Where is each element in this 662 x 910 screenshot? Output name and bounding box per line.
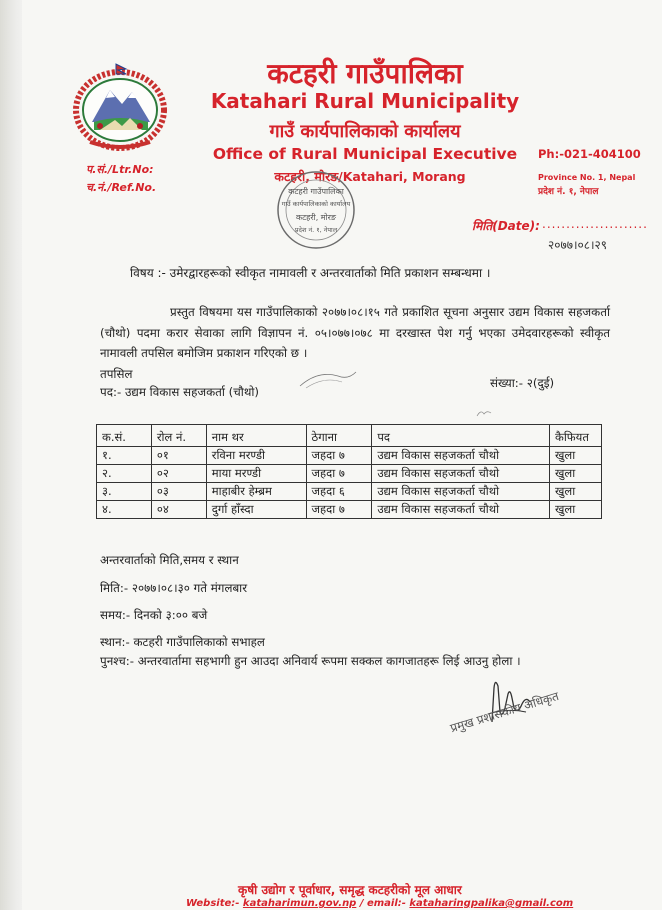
footer-contact-line	[186, 898, 573, 909]
pen-mark	[298, 366, 358, 390]
tapsil-heading: तपसिल	[100, 367, 133, 381]
email-link[interactable]: kataharingpalika@gmail.com	[409, 898, 574, 909]
cell-serial: ३.	[97, 483, 152, 501]
cell-remarks: खुला	[550, 501, 602, 519]
nepal-emblem-icon	[70, 60, 170, 152]
footer-slogan: कृषी उद्योग र पूर्वाधार, समृद्ध कटहरीको मूल आधार	[238, 883, 462, 897]
cell-post: उद्यम विकास सहजकर्ता चौथो	[372, 483, 550, 501]
interview-place: स्थान:- कटहरी गाउँपालिकाको सभाहल	[100, 635, 265, 649]
office-address: कटहरी, मोरङ/Katahari, Morang	[274, 169, 466, 184]
header-name: नाम थर	[206, 425, 306, 447]
cell-remarks: खुला	[550, 465, 602, 483]
email-label: / email:-	[359, 898, 406, 909]
cell-name: दुर्गा हाँस्दा	[206, 501, 306, 519]
cell-address: जहदा ७	[306, 501, 372, 519]
cell-serial: १.	[97, 447, 152, 465]
municipality-name-nepali: कटहरी गाउँपालिका	[267, 57, 463, 90]
cell-name: माहाबीर हेम्ब्रम	[206, 483, 306, 501]
cell-name: माया मरण्डी	[206, 465, 306, 483]
stamp-line-3: कटहरी, मोरङ	[295, 213, 337, 222]
letter-number-label: प.सं./Ltr.No:	[86, 163, 154, 176]
post-title: पद:- उद्यम विकास सहजकर्ता (चौथो)	[100, 385, 260, 399]
cell-roll: ०३	[151, 483, 206, 501]
interview-time: समय:- दिनको ३:०० बजे	[100, 608, 208, 622]
website-label: Website:-	[186, 898, 240, 909]
cell-remarks: खुला	[550, 483, 602, 501]
interview-date: मिति:- २०७७।०८।३० गते मंगलबार	[100, 581, 248, 595]
table-row	[97, 501, 602, 519]
office-stamp	[274, 168, 358, 252]
province-english: Province No. 1, Nepal	[538, 173, 636, 182]
header-post: पद	[372, 425, 550, 447]
table-header-row	[97, 425, 602, 447]
province-nepali: प्रदेश नं. १, नेपाल	[538, 187, 599, 197]
cell-address: जहदा ६	[306, 483, 372, 501]
cell-name: रविना मरण्डी	[206, 447, 306, 465]
cell-roll: ०४	[151, 501, 206, 519]
cell-post: उद्यम विकास सहजकर्ता चौथो	[372, 465, 550, 483]
postscript-note: पुनश्च:- अन्तरवार्तामा सहभागी हुन आउदा अनिवार्य रूपमा सक्कल कागजातहरू लिई आउनु होला ।	[100, 654, 521, 668]
municipality-name-english: Katahari Rural Municipality	[210, 89, 520, 113]
cell-remarks: खुला	[550, 447, 602, 465]
cell-post: उद्यम विकास सहजकर्ता चौथो	[372, 501, 550, 519]
pen-mark	[476, 408, 492, 418]
date-value: २०७७।०८।२९	[548, 238, 608, 252]
table-row	[97, 465, 602, 483]
table-row	[97, 483, 602, 501]
cell-roll: ०१	[151, 447, 206, 465]
cell-address: जहदा ७	[306, 447, 372, 465]
website-link[interactable]: kataharimun.gov.np	[242, 898, 357, 909]
cell-post: उद्यम विकास सहजकर्ता चौथो	[372, 447, 550, 465]
date-dotted-line: ......................	[542, 217, 648, 231]
stamp-line-1: कटहरी गाउँपालिका	[288, 187, 344, 196]
cell-serial: २.	[97, 465, 152, 483]
header-remarks: कैफियत	[550, 425, 602, 447]
letter-subject: विषय :- उमेरद्वारहरूको स्वीकृत नामावली र अन्तरवार्ताको मिति प्रकाशन सम्बन्धमा ।	[130, 266, 491, 280]
cell-serial: ४.	[97, 501, 152, 519]
phone-number: Ph:-021-404100	[538, 147, 641, 161]
stamp-line-4: प्रदेश नं. १, नेपाल	[294, 226, 338, 234]
header-address: ठेगाना	[306, 425, 372, 447]
interview-heading: अन्तरवार्ताको मिति,समय र स्थान	[100, 553, 239, 567]
vacancy-count: संख्या:- २(दुई)	[490, 376, 555, 390]
table-row	[97, 447, 602, 465]
cell-roll: ०२	[151, 465, 206, 483]
reference-number-label: च.नं./Ref.No.	[86, 181, 157, 194]
header-roll: रोल नं.	[151, 425, 206, 447]
header-serial: क.सं.	[97, 425, 152, 447]
candidate-table	[96, 424, 602, 519]
office-name-english: Office of Rural Municipal Executive	[212, 145, 518, 163]
stamp-line-2: गाउँ कार्यपालिकाको कार्यालय	[281, 200, 351, 208]
signatory-title: प्रमुख प्रशासकीय अधिकृत	[448, 688, 561, 736]
date-label: मिति(Date):	[472, 219, 540, 233]
office-name-nepali: गाउँ कार्यपालिकाको कार्यालय	[269, 121, 461, 142]
cell-address: जहदा ७	[306, 465, 372, 483]
body-paragraph: प्रस्तुत विषयमा यस गाउँपालिकाको २०७७।०८।१५ गते प्रकाशित सूचना अनुसार उद्यम विकास सहजकर्ता (चौथो) पदमा करार सेवाका लागि विज्ञापन नं. ०५।०७७।०७८ मा दरखास्त पेश गर्नु भएका उमेदवारहरूको स्वीकृत नामावली तपसिल बमोजिम प्रकाशन गरिएको छ ।	[100, 305, 610, 360]
